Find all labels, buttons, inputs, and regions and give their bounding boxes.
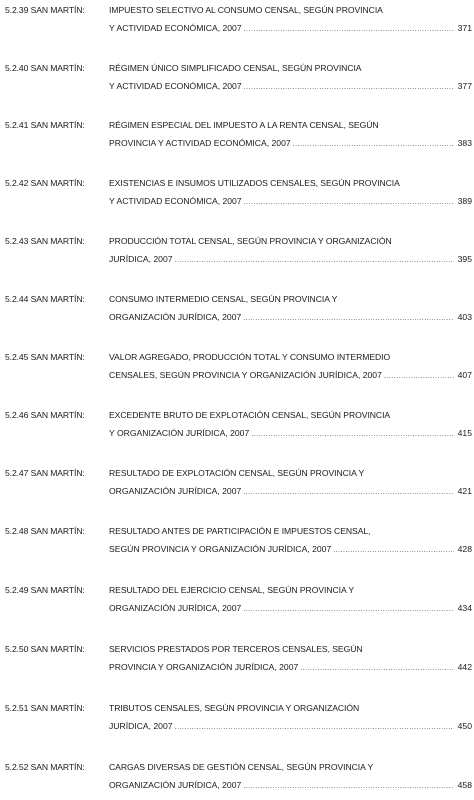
entry-title-line-2: [109, 426, 472, 442]
entry-title-line-2-text: CENSALES, SEGÚN PROVINCIA Y ORGANIZACIÓN JURÍDICA, 2007: [109, 370, 382, 380]
toc-entry[interactable]: [0, 118, 474, 158]
entry-page-number: 383: [457, 138, 472, 148]
entry-title-line-2: [109, 194, 472, 210]
toc-entry[interactable]: [0, 61, 474, 101]
toc-entry[interactable]: [0, 408, 474, 448]
entry-title-line-1: EXCEDENTE BRUTO DE EXPLOTACIÓN CENSAL, SEGÚN PROVINCIA: [109, 410, 391, 420]
entry-title-line-2-text: ORGANIZACIÓN JURÍDICA, 2007: [109, 603, 242, 613]
entry-title-line-1: IMPUESTO SELECTIVO AL CONSUMO CENSAL, SEGÚN PROVINCIA: [109, 5, 383, 15]
toc-entry[interactable]: [0, 524, 474, 564]
toc-entry[interactable]: [0, 760, 474, 800]
dot-leader: [333, 544, 454, 558]
entry-title-line-1: CARGAS DIVERSAS DE GESTIÓN CENSAL, SEGÚN PROVINCIA Y: [109, 762, 374, 772]
entry-title-line-2-text: Y ACTIVIDAD ECONÓMICA, 2007: [109, 196, 242, 206]
entry-code: 5.2.48 SAN MARTÍN:: [5, 526, 85, 536]
entry-title-line-1: CONSUMO INTERMEDIO CENSAL, SEGÚN PROVINCIA Y: [109, 294, 338, 304]
entry-title-line-1: RESULTADO DEL EJERCICIO CENSAL, SEGÚN PROVINCIA Y: [109, 585, 355, 595]
entry-title-line-2: [109, 136, 472, 152]
entry-title-line-2: [109, 601, 472, 617]
dot-leader: [243, 603, 454, 617]
entry-body: [109, 176, 472, 210]
entry-title-line-2: [109, 252, 472, 268]
entry-title-line-2-text: Y ACTIVIDAD ECONÓMICA, 2007: [109, 81, 242, 91]
entry-title-line-2-text: ORGANIZACIÓN JURÍDICA, 2007: [109, 780, 242, 790]
entry-title-line-2-text: Y ORGANIZACIÓN JURÍDICA, 2007: [109, 428, 250, 438]
entry-title-line-1: EXISTENCIAS E INSUMOS UTILIZADOS CENSALES, SEGÚN PROVINCIA: [109, 178, 400, 188]
entry-code: 5.2.46 SAN MARTÍN:: [5, 410, 85, 420]
toc-entry[interactable]: [0, 176, 474, 216]
toc-entry[interactable]: [0, 350, 474, 390]
entry-body: [109, 61, 472, 95]
toc-entry[interactable]: [0, 292, 474, 332]
entry-page-number: 371: [457, 23, 472, 33]
toc-entry[interactable]: [0, 234, 474, 274]
entry-body: [109, 234, 472, 268]
dot-leader: [243, 780, 454, 794]
entry-body: [109, 118, 472, 152]
entry-page-number: 415: [457, 428, 472, 438]
entry-body: [109, 583, 472, 617]
dot-leader: [384, 370, 454, 384]
entry-page-number: 403: [457, 312, 472, 322]
entry-title-line-2-text: ORGANIZACIÓN JURÍDICA, 2007: [109, 486, 242, 496]
entry-title-line-1: VALOR AGREGADO, PRODUCCIÓN TOTAL Y CONSUMO INTERMEDIO: [109, 352, 391, 362]
dot-leader: [175, 721, 454, 735]
entry-body: [109, 760, 472, 794]
entry-title-line-1: RESULTADO ANTES DE PARTICIPACIÓN E IMPUESTOS CENSAL,: [109, 526, 371, 536]
dot-leader: [243, 486, 454, 500]
entry-page-number: 421: [457, 486, 472, 496]
entry-body: [109, 642, 472, 676]
entry-title-line-2: [109, 21, 472, 37]
entry-code: 5.2.50 SAN MARTÍN:: [5, 644, 85, 654]
entry-title-line-1: TRIBUTOS CENSALES, SEGÚN PROVINCIA Y ORGANIZACIÓN: [109, 703, 360, 713]
toc-entry[interactable]: [0, 583, 474, 623]
entry-title-line-2: [109, 778, 472, 794]
entry-title-line-2-text: Y ACTIVIDAD ECONÓMICA, 2007: [109, 23, 242, 33]
entry-code: 5.2.42 SAN MARTÍN:: [5, 178, 85, 188]
entry-code: 5.2.45 SAN MARTÍN:: [5, 352, 85, 362]
entry-code: 5.2.51 SAN MARTÍN:: [5, 703, 85, 713]
entry-page-number: 434: [457, 603, 472, 613]
entry-title-line-2: [109, 542, 472, 558]
entry-page-number: 389: [457, 196, 472, 206]
entry-page-number: 407: [457, 370, 472, 380]
entry-title-line-2: [109, 79, 472, 95]
entry-code: 5.2.44 SAN MARTÍN:: [5, 294, 85, 304]
toc-entry[interactable]: [0, 701, 474, 741]
entry-title-line-1: RÉGIMEN ESPECIAL DEL IMPUESTO A LA RENTA CENSAL, SEGÚN: [109, 120, 379, 130]
entry-code: 5.2.43 SAN MARTÍN:: [5, 236, 85, 246]
entry-page-number: 450: [457, 721, 472, 731]
entry-code: 5.2.52 SAN MARTÍN:: [5, 762, 85, 772]
entry-page-number: 428: [457, 544, 472, 554]
entry-body: [109, 408, 472, 442]
dot-leader: [300, 662, 454, 676]
entry-title-line-2-text: JURÍDICA, 2007: [109, 721, 173, 731]
entry-body: [109, 466, 472, 500]
entry-title-line-2-text: ORGANIZACIÓN JURÍDICA, 2007: [109, 312, 242, 322]
entry-code: 5.2.41 SAN MARTÍN:: [5, 120, 85, 130]
entry-code: 5.2.47 SAN MARTÍN:: [5, 468, 85, 478]
entry-title-line-1: RESULTADO DE EXPLOTACIÓN CENSAL, SEGÚN PROVINCIA Y: [109, 468, 365, 478]
entry-title-line-1: SERVICIOS PRESTADOS POR TERCEROS CENSALES, SEGÚN: [109, 644, 363, 654]
toc-entry[interactable]: [0, 466, 474, 506]
entry-code: 5.2.49 SAN MARTÍN:: [5, 585, 85, 595]
dot-leader: [244, 81, 454, 95]
entry-title-line-1: RÉGIMEN ÚNICO SIMPLIFICADO CENSAL, SEGÚN PROVINCIA: [109, 63, 362, 73]
dot-leader: [251, 428, 454, 442]
entry-code: 5.2.39 SAN MARTÍN:: [5, 5, 85, 15]
entry-title-line-2-text: SEGÚN PROVINCIA Y ORGANIZACIÓN JURÍDICA, 2007: [109, 544, 332, 554]
entry-code: 5.2.40 SAN MARTÍN:: [5, 63, 85, 73]
entry-body: [109, 3, 472, 37]
entry-body: [109, 292, 472, 326]
entry-body: [109, 524, 472, 558]
dot-leader: [244, 196, 454, 210]
entry-title-line-2-text: JURÍDICA, 2007: [109, 254, 173, 264]
dot-leader: [293, 138, 454, 152]
entry-title-line-2: [109, 719, 472, 735]
entry-title-line-2-text: PROVINCIA Y ACTIVIDAD ECONÓMICA, 2007: [109, 138, 291, 148]
entry-title-line-1: PRODUCCIÓN TOTAL CENSAL, SEGÚN PROVINCIA Y ORGANIZACIÓN: [109, 236, 392, 246]
toc-entry[interactable]: [0, 642, 474, 682]
entry-title-line-2: [109, 368, 472, 384]
entry-page-number: 395: [457, 254, 472, 264]
entry-title-line-2: [109, 660, 472, 676]
dot-leader: [243, 312, 454, 326]
entry-body: [109, 350, 472, 384]
entry-title-line-2: [109, 484, 472, 500]
toc-entry[interactable]: [0, 3, 474, 43]
dot-leader: [244, 23, 454, 37]
dot-leader: [175, 254, 454, 268]
entry-title-line-2: [109, 310, 472, 326]
entry-page-number: 377: [457, 81, 472, 91]
entry-page-number: 442: [457, 662, 472, 672]
entry-title-line-2-text: PROVINCIA Y ORGANIZACIÓN JURÍDICA, 2007: [109, 662, 299, 672]
entry-body: [109, 701, 472, 735]
entry-page-number: 458: [457, 780, 472, 790]
